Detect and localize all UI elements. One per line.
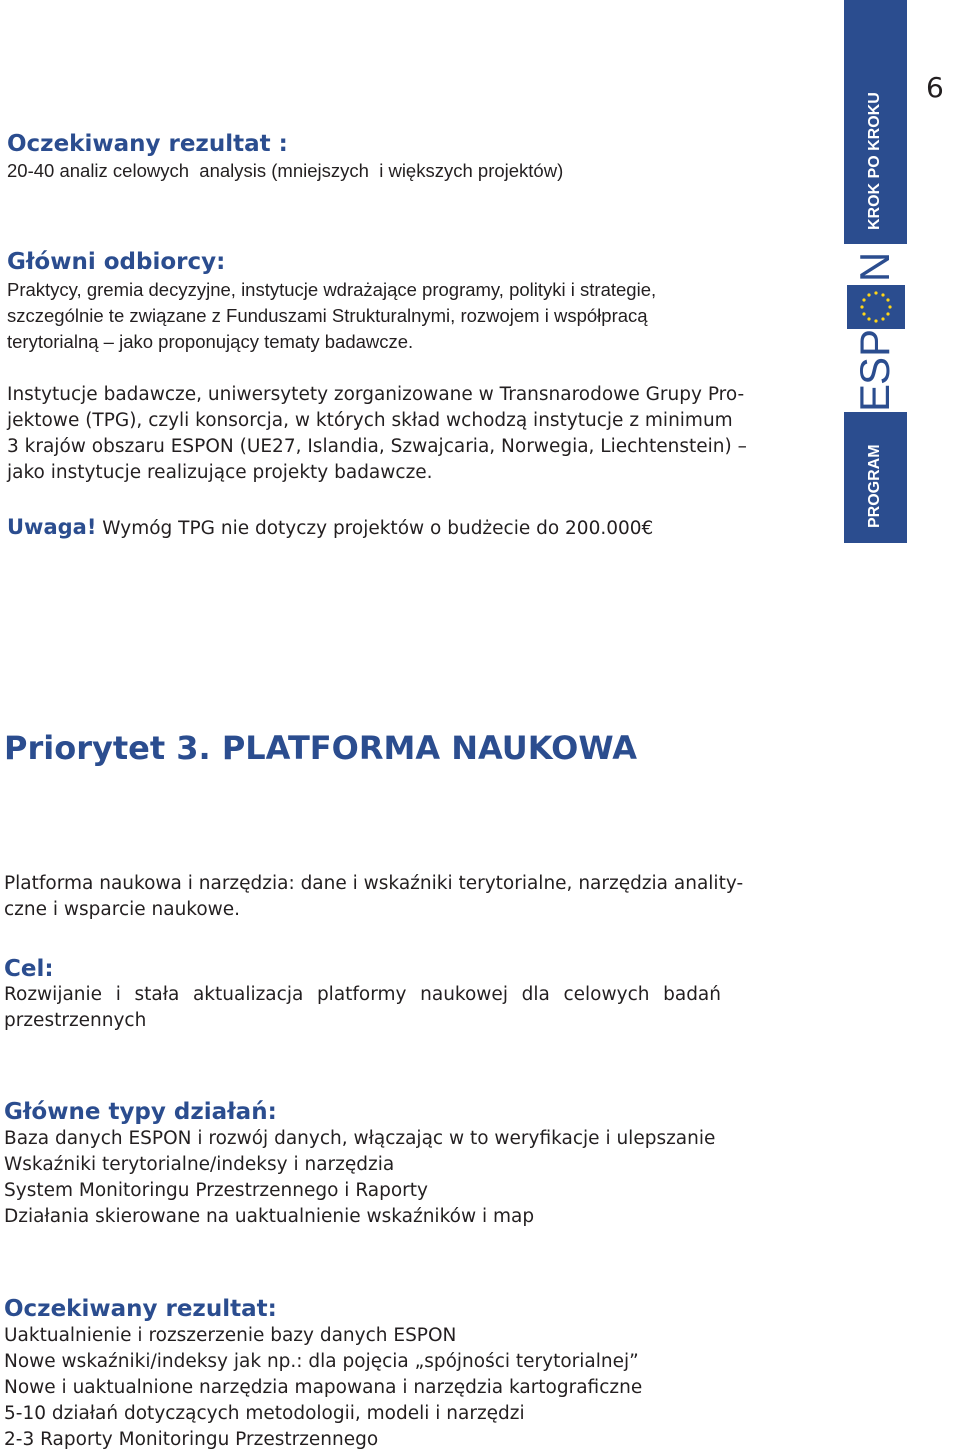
platform-intro-text [4,871,744,923]
research-institutions-text [7,382,747,486]
main-actions-heading: Główne typy działań: [4,1099,277,1125]
action-item: Baza danych ESPON i rozwój danych, włączając w to weryfikacje i ulepszanie [4,1128,716,1149]
priority-title: Priorytet 3. PLATFORMA NAUKOWA [4,729,637,767]
action-item: Wskaźniki terytorialne/indeksy i narzędzia [4,1154,395,1175]
eu-flag-icon [847,285,905,329]
expected-result-heading: Oczekiwany rezultat : [7,131,288,157]
main-recipients-text [7,277,727,355]
institutions-line: jektowe (TPG), czyli konsorcja, w których skład wchodzą instytucje z minimum [7,410,733,431]
note-label: Uwaga! [7,515,97,539]
expected-result-2-heading: Oczekiwany rezultat: [4,1296,277,1322]
goal-heading: Cel: [4,956,54,982]
result-item: 2-3 Raporty Monitoringu Przestrzennego [4,1429,379,1450]
recipients-line: szczególnie te związane z Funduszami Strukturalnymi, rozwojem i współpracą [7,305,648,326]
espon-letter-e: E [851,384,898,413]
action-item: Działania skierowane na uaktualnienie wskaźników i map [4,1206,535,1227]
note-text: Wymóg TPG nie dotyczy projektów o budżecie do 200.000€ [96,518,654,539]
result-item: Nowe i uaktualnione narzędzia mapowana i narzędzia kartograficzne [4,1377,643,1398]
main-actions-list [4,1126,724,1230]
intro-line: czne i wsparcie naukowe. [4,899,241,920]
result-item: 5-10 działań dotyczących metodologii, modeli i narzędzi [4,1403,525,1424]
institutions-line: jako instytucje realizujące projekty badawcze. [7,462,433,483]
espon-letter-n: N [851,251,898,283]
sidebar-bottom-label: PROGRAM [866,444,883,528]
note-paragraph [7,514,653,542]
goal-text [4,982,721,1034]
result-item: Nowe wskaźniki/indeksy jak np.: dla pojęcia „spójności terytorialnej” [4,1351,639,1372]
institutions-line: 3 krajów obszaru ESPON (UE27, Islandia, Szwajcaria, Norwegia, Liechtenstein) – [7,436,747,457]
action-item: System Monitoringu Przestrzennego i Raporty [4,1180,428,1201]
expected-result-text: 20-40 analiz celowych analysis (mniejszych i większych projektów) [7,160,564,181]
page-number: 6 [926,71,944,104]
goal-line: Rozwijanie i stała aktualizacja platformy naukowej dla celowych badań [4,984,721,1005]
main-recipients-heading: Główni odbiorcy: [7,249,226,275]
institutions-line: Instytucje badawcze, uniwersytety zorganizowane w Transnarodowe Grupy Pro- [7,384,745,405]
sidebar-top-label: KROK PO KROKU [866,92,883,230]
result-item: Uaktualnienie i rozszerzenie bazy danych ESPON [4,1325,457,1346]
intro-line: Platforma naukowa i narzędzia: dane i wskaźniki terytorialne, narzędzia anality- [4,873,744,894]
recipients-line: Praktycy, gremia decyzyjne, instytucje wdrażające programy, polityki i strategie, [7,279,657,300]
expected-result-2-list [4,1323,724,1453]
recipients-line: terytorialną – jako proponujący tematy badawcze. [7,331,414,352]
espon-letter-s: S [851,357,898,386]
goal-line: przestrzennych [4,1010,147,1031]
espon-letter-p: P [851,329,898,358]
